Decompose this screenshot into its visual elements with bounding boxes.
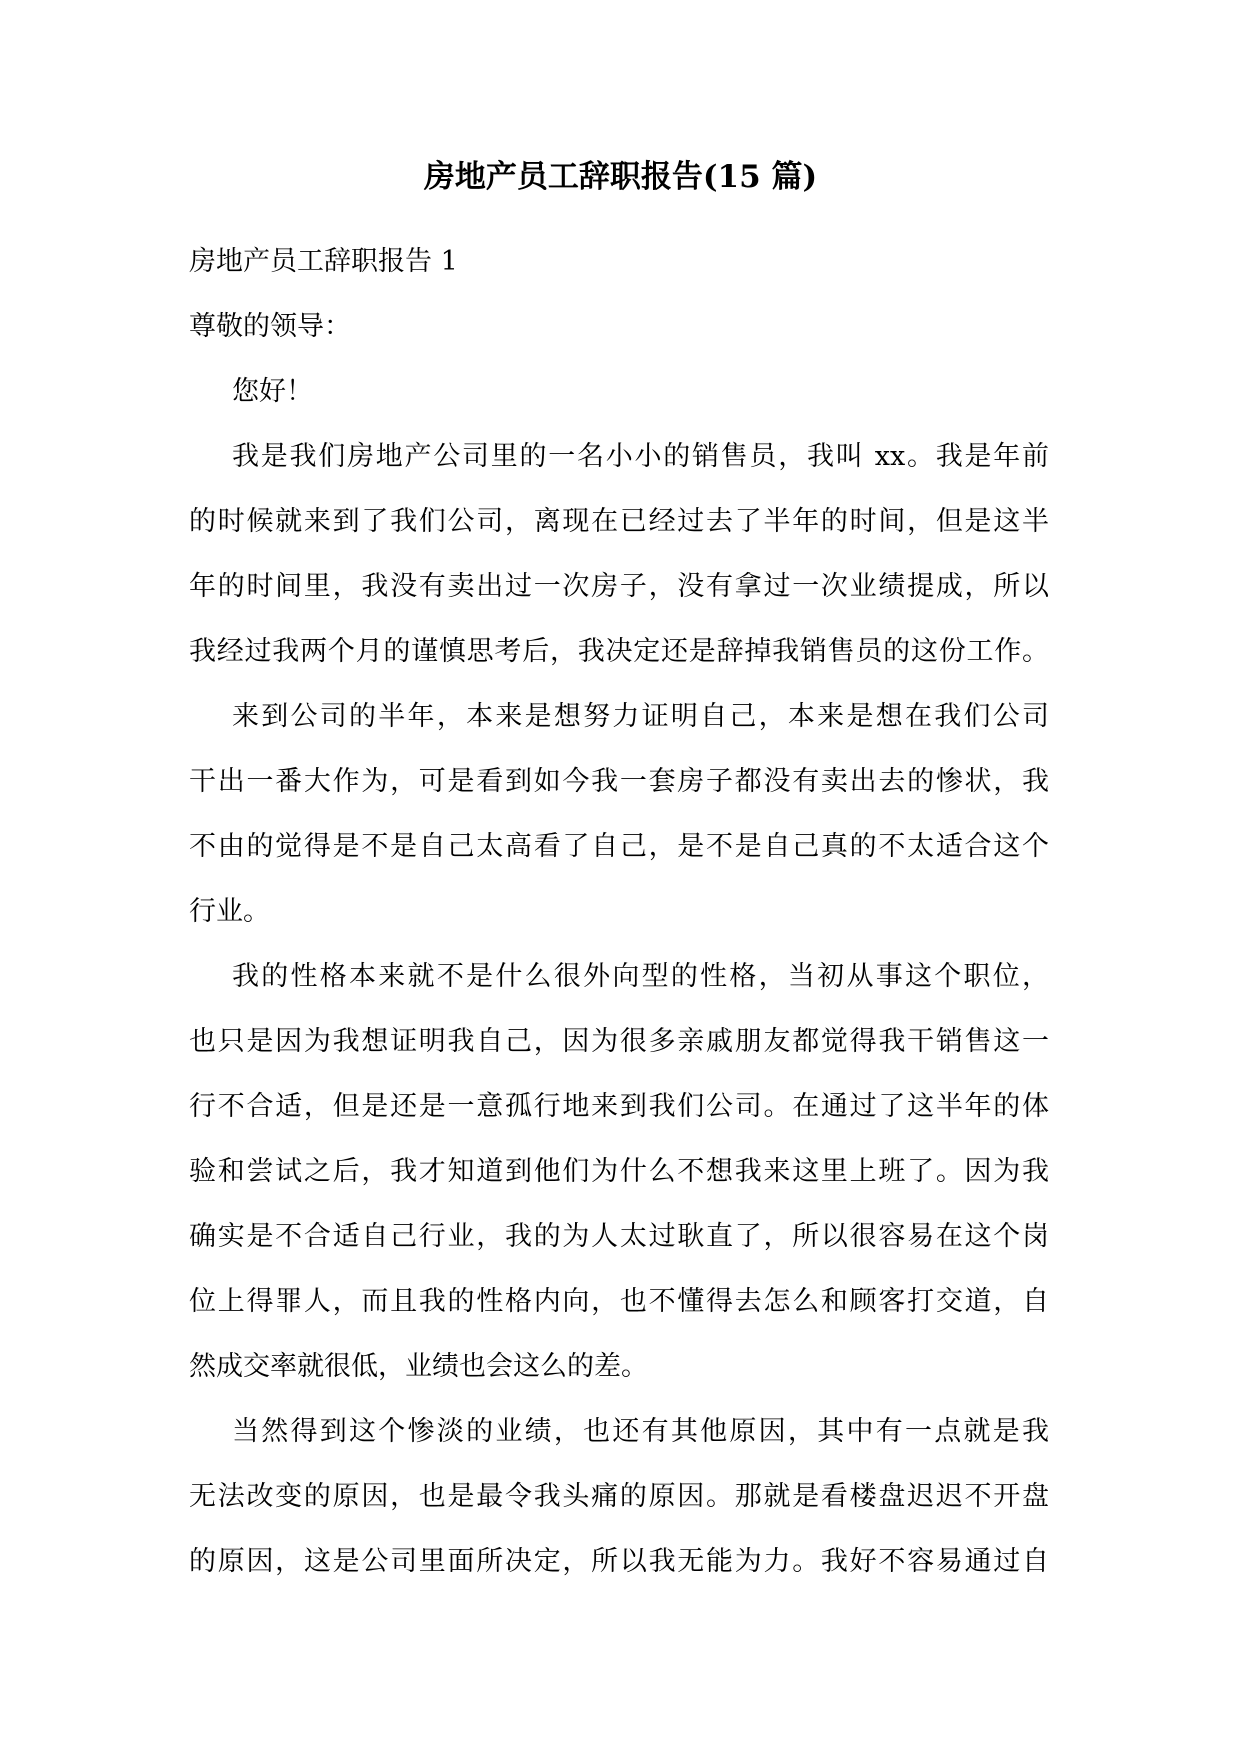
paragraph-line: 确实是不合适自己行业，我的为人太过耿直了，所以很容易在这个岗 bbox=[189, 1221, 1049, 1252]
paragraph-line: 我经过我两个月的谨慎思考后，我决定还是辞掉我销售员的这份工作。 bbox=[189, 636, 1049, 667]
paragraph-line: 我的性格本来就不是什么很外向型的性格，当初从事这个职位， bbox=[232, 961, 1049, 992]
document-body bbox=[189, 229, 1049, 1594]
paragraph-line: 当然得到这个惨淡的业绩，也还有其他原因，其中有一点就是我 bbox=[232, 1416, 1049, 1447]
salutation: 尊敬的领导： bbox=[189, 311, 351, 342]
paragraph-line: 也只是因为我想证明我自己，因为很多亲戚朋友都觉得我干销售这一 bbox=[189, 1026, 1049, 1057]
paragraph-line: 无法改变的原因，也是最令我头痛的原因。那就是看楼盘迟迟不开盘 bbox=[189, 1481, 1049, 1512]
paragraph-line: 验和尝试之后，我才知道到他们为什么不想我来这里上班了。因为我 bbox=[189, 1156, 1049, 1187]
paragraph-line: 然成交率就很低，业绩也会这么的差。 bbox=[189, 1351, 648, 1382]
paragraph-line: 年的时间里，我没有卖出过一次房子，没有拿过一次业绩提成，所以 bbox=[189, 571, 1049, 602]
document-title: 房地产员工辞职报告(15 篇) bbox=[423, 159, 818, 195]
paragraph-line: 行业。 bbox=[189, 896, 270, 927]
paragraph-line: 的原因，这是公司里面所决定，所以我无能为力。我好不容易通过自 bbox=[189, 1546, 1049, 1577]
paragraph-line: 行不合适，但是还是一意孤行地来到我们公司。在通过了这半年的体 bbox=[189, 1091, 1049, 1122]
paragraph-line: 位上得罪人，而且我的性格内向，也不懂得去怎么和顾客打交道，自 bbox=[189, 1286, 1049, 1317]
paragraph-line: 不由的觉得是不是自己太高看了自己，是不是自己真的不太适合这个 bbox=[189, 831, 1049, 862]
greeting: 您好！ bbox=[232, 376, 313, 407]
paragraph-line: 我是我们房地产公司里的一名小小的销售员，我叫 xx。我是年前 bbox=[232, 441, 1049, 472]
paragraph-line: 干出一番大作为，可是看到如今我一套房子都没有卖出去的惨状，我 bbox=[189, 766, 1049, 797]
paragraph-line: 的时候就来到了我们公司，离现在已经过去了半年的时间，但是这半 bbox=[189, 506, 1049, 537]
paragraph-line: 来到公司的半年，本来是想努力证明自己，本来是想在我们公司 bbox=[232, 701, 1049, 732]
section-heading: 房地产员工辞职报告 1 bbox=[189, 246, 458, 277]
